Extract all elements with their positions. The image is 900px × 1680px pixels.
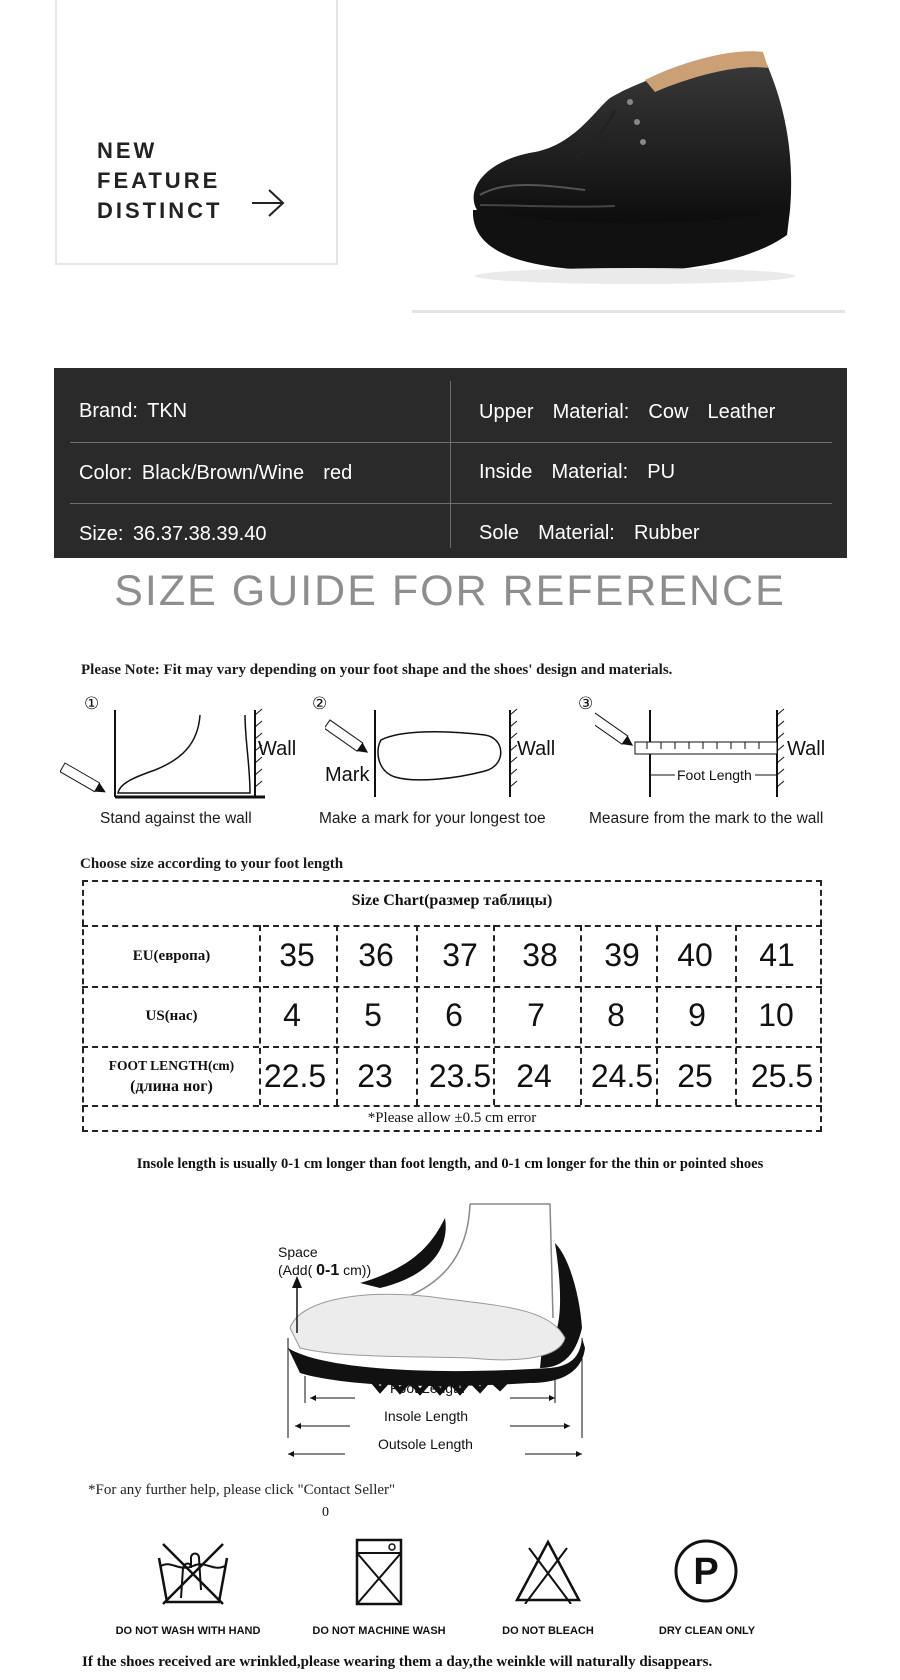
row-label-foot-length: FOOT LENGTH(cm) [108, 1058, 235, 1073]
do-not-machine-wash-icon [354, 1537, 404, 1607]
choose-size-label: Choose size according to your foot length [80, 856, 344, 872]
chart-cell: 4 [283, 997, 301, 1033]
chart-cell: 7 [527, 997, 545, 1033]
size-guide-title: SIZE GUIDE FOR REFERENCE [114, 567, 786, 615]
chart-cell: 36 [358, 937, 394, 973]
wrinkle-note: If the shoes received are wrinkled,please wearing them a day,the weinkle will naturally disappears. [82, 1654, 713, 1670]
do-not-bleach-icon [513, 1538, 583, 1604]
feature-line-feature: FEATURE [97, 168, 221, 193]
step-number: ② [312, 694, 328, 713]
dry-clean-only-icon [672, 1537, 740, 1605]
chart-cell: 41 [759, 937, 795, 973]
chart-cell: 37 [442, 937, 478, 973]
wall-label: Wall [517, 738, 556, 760]
insole-length-label: Insole Length [384, 1408, 469, 1424]
chart-cell: 40 [677, 937, 713, 973]
chart-col-divider [735, 925, 737, 1105]
step-measure-illustration [595, 705, 795, 810]
chart-cell: 23.5 [428, 1058, 492, 1094]
row-label-foot-length-ru: (длина ног) [130, 1078, 213, 1095]
step-number: ① [84, 694, 100, 713]
feature-box [55, 0, 338, 265]
spec-inside-material: Inside Material: PU [479, 461, 676, 483]
outsole-length-label: Outsole Length [378, 1436, 473, 1452]
space-add-prefix: (Add( [278, 1262, 317, 1278]
care-label: DRY CLEAN ONLY [658, 1625, 756, 1637]
chart-cell: 24.5 [590, 1058, 654, 1094]
space-label: Space [278, 1244, 318, 1260]
do-not-hand-wash-icon [155, 1540, 231, 1608]
svg-text:P: P [693, 1551, 719, 1593]
size-chart-title: Size Chart(размер таблицы) [351, 892, 553, 909]
spec-sole-material: Sole Material: Rubber [479, 522, 700, 544]
row-label-us: US(нас) [145, 1008, 198, 1024]
chart-cell: 25 [677, 1058, 713, 1094]
foot-length-label: Foot Length [677, 767, 752, 783]
hero-divider [412, 310, 845, 313]
wall-label: Wall [787, 738, 826, 760]
row-label-eu: EU(европа) [132, 948, 211, 964]
chart-cell: 35 [279, 937, 315, 973]
chart-cell: 25.5 [750, 1058, 814, 1094]
chart-cell: 10 [758, 997, 794, 1033]
spec-color: Color: Black/Brown/Wine red [79, 462, 353, 484]
step-caption: Measure from the mark to the wall [589, 810, 824, 827]
care-label: DO NOT WASH WITH HAND [115, 1625, 261, 1637]
chart-divider [82, 925, 822, 927]
spec-size: Size: 36.37.38.39.40 [79, 523, 267, 545]
chart-cell: 8 [607, 997, 625, 1033]
product-boot-image [465, 40, 805, 290]
foot-shoe-diagram [270, 1198, 600, 1468]
care-label: DO NOT BLEACH [502, 1625, 594, 1637]
wall-label: Wall [258, 738, 297, 760]
space-add-value: 0-1 [316, 1262, 340, 1279]
space-add-label [278, 1262, 371, 1280]
chart-divider [82, 1105, 822, 1107]
chart-cell: 6 [445, 997, 463, 1033]
step-number: ③ [578, 694, 594, 713]
chart-cell: 23 [357, 1058, 393, 1094]
chart-footnote: *Please allow ±0.5 cm error [367, 1110, 537, 1126]
foot-length-diagram-label: Foot Length [390, 1380, 465, 1396]
spec-brand: Brand: TKN [79, 400, 188, 422]
chart-cell: 5 [364, 997, 382, 1033]
chart-cell: 24 [516, 1058, 552, 1094]
step-caption: Make a mark for your longest toe [319, 810, 546, 827]
chart-divider [82, 986, 822, 988]
step-caption: Stand against the wall [100, 810, 252, 827]
space-add-suffix: cm)) [339, 1262, 372, 1278]
contact-seller-note: *For any further help, please click "Contact Seller" [88, 1482, 396, 1498]
mark-label: Mark [325, 764, 370, 786]
chart-cell: 9 [688, 997, 706, 1033]
arrow-right-icon [250, 188, 286, 218]
insole-note: Insole length is usually 0-1 cm longer than foot length, and 0-1 cm longer for the thin or pointed shoes [136, 1156, 764, 1172]
chart-cell: 39 [604, 937, 640, 973]
chart-divider [82, 1046, 822, 1048]
spec-divider-vertical [450, 381, 451, 548]
feature-line-new: NEW [97, 138, 158, 163]
spec-divider [70, 442, 832, 443]
chart-cell: 38 [522, 937, 558, 973]
care-label: DO NOT MACHINE WASH [312, 1625, 446, 1637]
spec-divider [70, 503, 832, 504]
chart-cell: 22.5 [263, 1058, 327, 1094]
spec-upper-material: Upper Material: Cow Leather [479, 401, 776, 423]
stray-zero: 0 [322, 1505, 329, 1520]
feature-line-distinct: DISTINCT [97, 198, 223, 223]
fit-note: Please Note: Fit may vary depending on your foot shape and the shoes' design and materials. [81, 662, 673, 678]
